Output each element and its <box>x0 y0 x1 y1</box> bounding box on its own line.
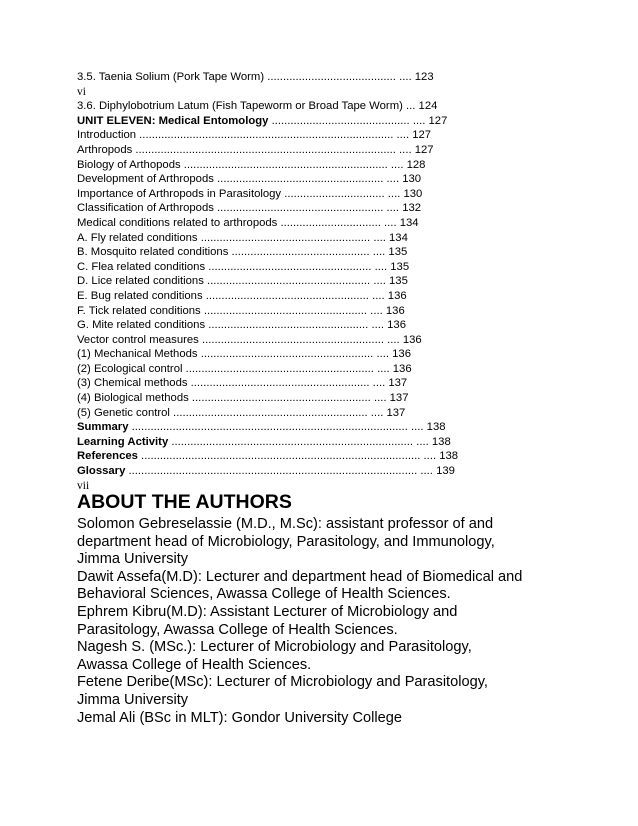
toc-entry: (4) Biological methods ......................................................... .... 137 <box>77 392 409 405</box>
toc-entry: Introduction ................................................................................. .... 127 <box>77 129 432 142</box>
toc-entry: Development of Arthropods ..................................................... .... 130 <box>77 173 422 186</box>
toc-entry-leader: ......................................................................................... .... 138 <box>137 450 459 463</box>
author-line: Nagesh S. (MSc.): Lecturer of Microbiology and Parasitology, <box>77 639 472 656</box>
about-authors-section <box>77 490 547 727</box>
toc-entry: (3) Chemical methods ......................................................... .... 137 <box>77 377 408 390</box>
toc-entry: Vector control measures .......................................................... .... 136 <box>77 333 422 346</box>
page-marker: vii <box>77 479 90 492</box>
author-line: Solomon Gebreselassie (M.D., M.Sc): assistant professor of and <box>77 516 494 532</box>
author-line: Dawit Assefa(M.D): Lecturer and department head of Biomedical and <box>77 568 523 585</box>
toc-entry: B. Mosquito related conditions ............................................ .... 135 <box>77 246 408 259</box>
toc-entry: G. Mite related conditions ................................................... .... 136 <box>77 319 406 332</box>
toc-entry <box>77 464 547 479</box>
author-line: Parasitology, Awassa College of Health Sciences. <box>77 621 398 638</box>
page-marker: vi <box>77 85 86 98</box>
author-line: Jemal Ali (BSc in MLT): Gondor University College <box>77 709 402 726</box>
toc-entry: F. Tick related conditions .................................................... .... 136 <box>77 304 405 317</box>
toc-entry: E. Bug related conditions .................................................... .... 136 <box>77 289 407 302</box>
author-line: Behavioral Sciences, Awassa College of Health Sciences. <box>77 586 451 603</box>
toc-entry <box>77 449 547 464</box>
author-line: Ephrem Kibru(M.D): Assistant Lecturer of Microbiology and <box>77 603 458 620</box>
author-line: Jimma University <box>77 551 189 568</box>
authors-list <box>77 516 547 727</box>
toc-entry <box>77 420 547 435</box>
toc-entry: C. Flea related conditions .................................................... .... 135 <box>77 260 410 273</box>
author-line: department head of Microbiology, Parasitology, and Immunology, <box>77 533 495 550</box>
toc-entry: A. Fly related conditions ...................................................... .... 134 <box>77 231 408 244</box>
about-authors-heading: ABOUT THE AUTHORS <box>77 491 292 513</box>
toc-entry-leader: ............................................................................. .... 138 <box>168 435 451 448</box>
toc-entry: (5) Genetic control .............................................................. .... 137 <box>77 406 406 419</box>
toc-entry: (2) Ecological control ............................................................ .... 136 <box>77 362 412 375</box>
author-line: Jimma University <box>77 691 189 708</box>
toc-entry-leader: ............................................................................................ .... 139 <box>125 465 455 478</box>
toc-entry-leader: ............................................ .... 127 <box>268 114 448 127</box>
author-line: Fetene Deribe(MSc): Lecturer of Microbiology and Parasitology, <box>77 674 488 691</box>
author-line: Awassa College of Health Sciences. <box>77 656 312 673</box>
table-of-contents <box>77 70 547 493</box>
toc-entry-title: UNIT ELEVEN: Medical Entomology <box>77 114 269 127</box>
toc-entry <box>77 114 547 129</box>
toc-entry-title: Glossary <box>77 465 126 478</box>
toc-entry <box>77 435 547 450</box>
toc-entry: 3.5. Taenia Solium (Pork Tape Worm) ......................................... .... 123 <box>77 71 434 83</box>
toc-entry: Importance of Arthropods in Parasitology ................................ .... 130 <box>77 187 423 200</box>
toc-entry: Arthropods ................................................................................... .... 127 <box>77 143 434 156</box>
toc-entry: D. Lice related conditions .................................................... .... 135 <box>77 275 408 288</box>
toc-entry-title: Summary <box>77 421 129 434</box>
toc-entry: Biology of Arthopods ................................................................. .... 128 <box>77 158 426 171</box>
toc-entry: 3.6. Diphylobotrium Latum (Fish Tapeworm or Broad Tape Worm) ... 124 <box>77 100 438 113</box>
toc-entry-leader: ........................................................................................ .... 138 <box>128 421 446 434</box>
toc-entry-title: References <box>77 450 138 463</box>
toc-entry: (1) Mechanical Methods ....................................................... .... 136 <box>77 348 411 361</box>
toc-entry: Medical conditions related to arthropods ................................ .... 134 <box>77 216 419 229</box>
toc-entry: Classification of Arthropods ..................................................... .... 132 <box>77 202 422 215</box>
toc-entry-title: Learning Activity <box>77 435 169 448</box>
